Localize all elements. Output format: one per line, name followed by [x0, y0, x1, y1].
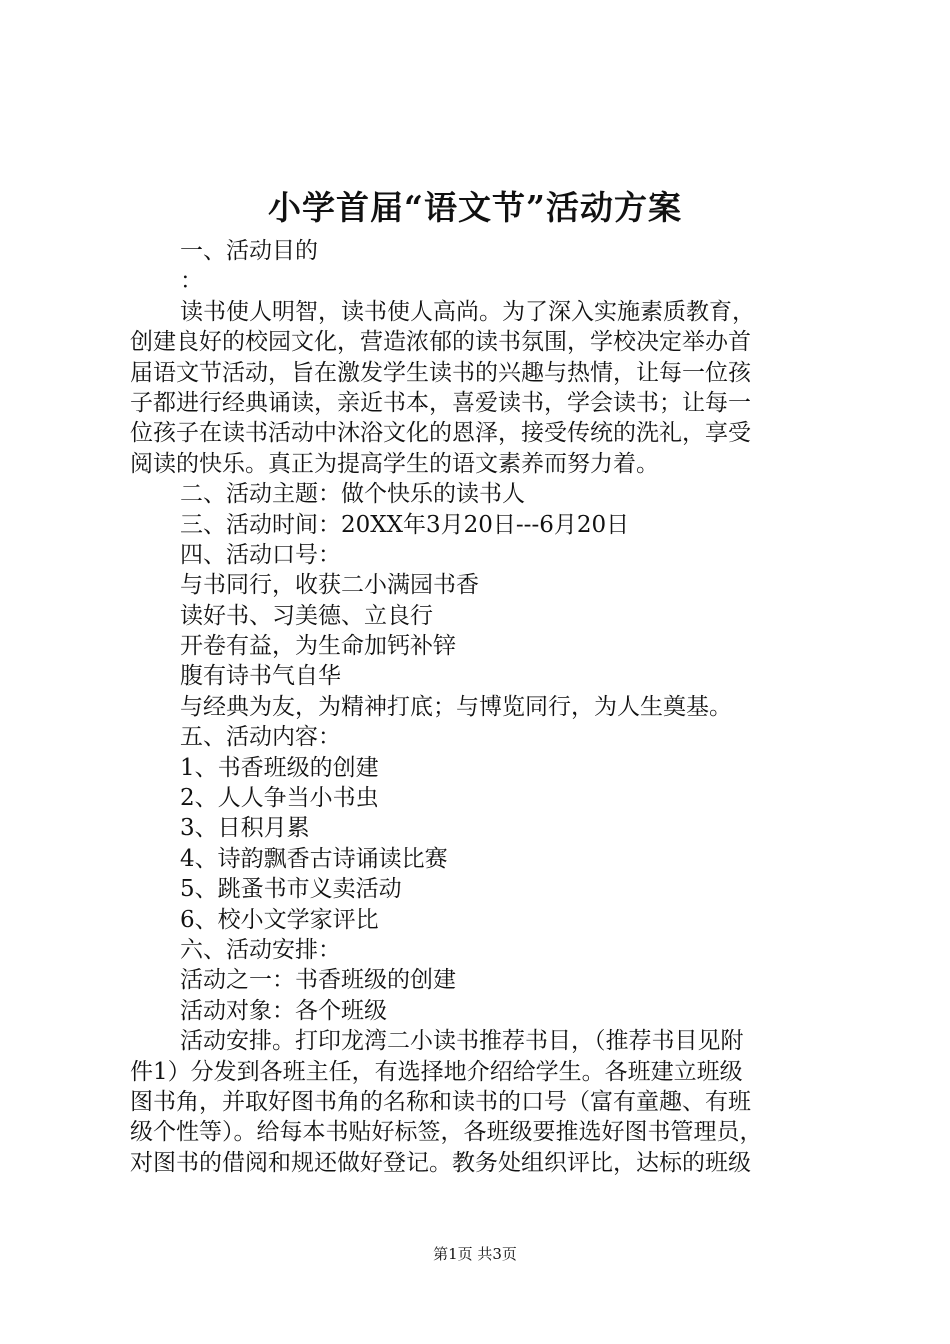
content-item: 4、诗韵飘香古诗诵读比赛 [180, 845, 448, 872]
paragraph-line: 阅读的快乐。真正为提高学生的语文素养而努力着。 [130, 450, 659, 477]
content-item: 1、书香班级的创建 [180, 754, 379, 781]
paragraph-line: 件1）分发到各班主任，有选择地介绍给学生。各班建立班级 [130, 1058, 743, 1085]
section-heading-content: 五、活动内容： [180, 724, 341, 751]
section-heading-slogan: 四、活动口号： [180, 541, 341, 568]
page-footer: 第1页 共3页 [433, 1245, 517, 1263]
paragraph-line: 图书角，并取好图书角的名称和读书的口号（富有童趣、有班 [130, 1088, 751, 1115]
activity-title: 活动之一：书香班级的创建 [180, 967, 456, 994]
paragraph-line: 子都进行经典诵读，亲近书本，喜爱读书，学会读书；让每一 [130, 389, 751, 416]
section-heading-arrangement: 六、活动安排： [180, 936, 341, 963]
section-heading-time: 三、活动时间：20XX年3月20日---6月20日 [180, 511, 630, 538]
content-item: 6、校小文学家评比 [180, 906, 379, 933]
content-item: 2、人人争当小书虫 [180, 785, 379, 812]
paragraph-line: 读书使人明智，读书使人高尚。为了深入实施素质教育， [180, 298, 755, 325]
document-title: 小学首届“语文节”活动方案 [268, 188, 682, 227]
paragraph-line: 级个性等）。给每本书贴好标签，各班级要推选好图书管理员， [130, 1119, 763, 1146]
paragraph-line: 位孩子在读书活动中沐浴文化的恩泽，接受传统的洗礼，享受 [130, 420, 751, 447]
section-heading-purpose: 一、活动目的 [180, 238, 318, 264]
colon-line: ： [180, 268, 203, 295]
paragraph-line: 创建良好的校园文化，营造浓郁的读书氛围，学校决定举办首 [130, 329, 751, 356]
section-heading-theme: 二、活动主题：做个快乐的读书人 [180, 481, 525, 508]
document-body [130, 236, 830, 1178]
content-item: 3、日积月累 [180, 815, 310, 842]
paragraph-line: 对图书的借阅和规还做好登记。教务处组织评比，达标的班级 [130, 1149, 751, 1176]
paragraph-line: 活动安排。打印龙湾二小读书推荐书目，（推荐书目见附 [180, 1028, 744, 1055]
slogan-item: 与经典为友，为精神打底；与博览同行，为人生奠基。 [180, 693, 732, 720]
activity-target: 活动对象：各个班级 [180, 997, 387, 1024]
slogan-item: 读好书、习美德、立良行 [180, 602, 433, 629]
content-item: 5、跳蚤书市义卖活动 [180, 876, 402, 903]
paragraph-line: 届语文节活动，旨在激发学生读书的兴趣与热情，让每一位孩 [130, 359, 751, 386]
slogan-item: 腹有诗书气自华 [180, 663, 341, 690]
slogan-item: 开卷有益，为生命加钙补锌 [180, 633, 456, 660]
slogan-item: 与书同行，收获二小满园书香 [180, 572, 479, 599]
